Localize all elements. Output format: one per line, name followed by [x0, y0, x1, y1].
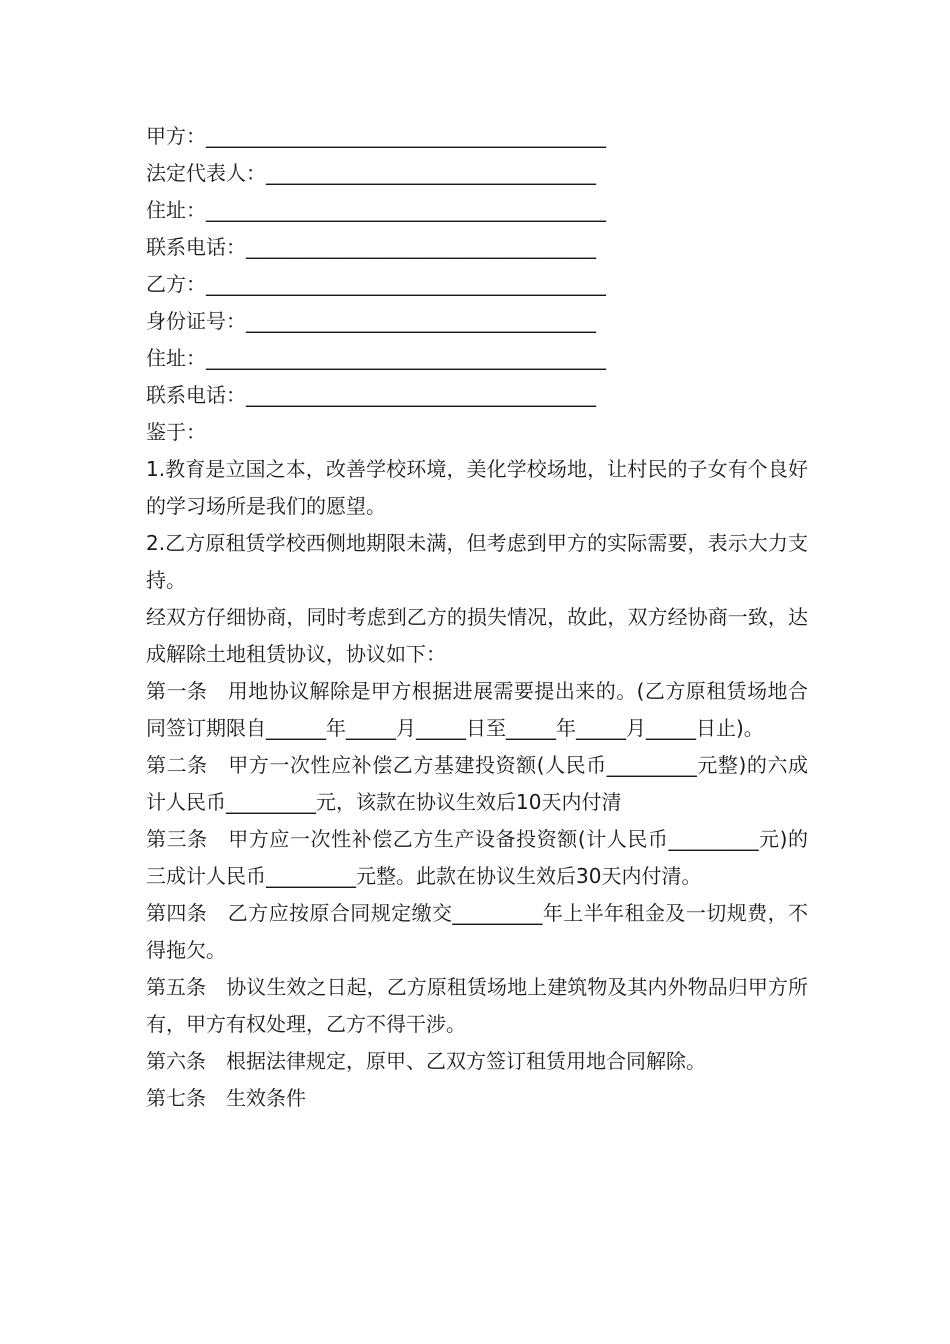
article-4: 第四条 乙方应按原合同规定缴交_________年上半年租金及一切规费，不得拖欠。	[146, 901, 808, 962]
party-b-phone-line	[146, 377, 808, 414]
whereas-title: 鉴于：	[146, 420, 206, 444]
article-5: 第五条 协议生效之日起，乙方原租赁场地上建筑物及其内外物品归甲方所有，甲方有权处理，乙方不得干涉。	[146, 975, 808, 1036]
party-a-address-line	[146, 192, 808, 229]
article-7: 第七条 生效条件	[146, 1086, 306, 1110]
article-3: 第三条 甲方应一次性补偿乙方生产设备投资额(计人民币_________元)的三成计人民币_________元整。此款在协议生效后30天内付清。	[146, 827, 808, 888]
party-a-address-label: 住址：	[146, 198, 206, 222]
party-a-label: 甲方：	[146, 124, 206, 148]
article-1: 第一条 用地协议解除是甲方根据进展需要提出来的。(乙方原租赁场地合同签订期限自______年_____月_____日至_____年_____月_____日止)。	[146, 679, 808, 740]
party-b-label: 乙方：	[146, 272, 206, 296]
article-6: 第六条 根据法律规定，原甲、乙双方签订租赁用地合同解除。	[146, 1049, 706, 1073]
legal-representative-blank: _________________________________	[266, 161, 596, 185]
id-number-blank: ___________________________________	[246, 309, 596, 333]
article-2: 第二条 甲方一次性应补偿乙方基建投资额(人民币_________元整)的六成计人民币_________元，该款在协议生效后10天内付清	[146, 753, 808, 814]
legal-representative-label: 法定代表人：	[146, 161, 266, 185]
party-b-line	[146, 266, 808, 303]
legal-representative-line	[146, 155, 808, 192]
party-b-address-label: 住址：	[146, 346, 206, 370]
whereas-item-2: 2.乙方原租赁学校西侧地期限未满，但考虑到甲方的实际需要，表示大力支持。	[146, 531, 808, 592]
party-a-blank: ________________________________________	[206, 124, 606, 148]
party-a-address-blank: ________________________________________	[206, 198, 606, 222]
party-a-line	[146, 118, 808, 155]
id-number-line	[146, 303, 808, 340]
party-b-address-line	[146, 340, 808, 377]
agreement-body	[146, 118, 808, 1117]
party-a-phone-label: 联系电话：	[146, 235, 246, 259]
id-number-label: 身份证号：	[146, 309, 246, 333]
negotiation-paragraph: 经双方仔细协商，同时考虑到乙方的损失情况，故此，双方经协商一致，达成解除土地租赁协议，协议如下：	[146, 605, 808, 666]
party-a-phone-blank: ___________________________________	[246, 235, 596, 259]
party-a-phone-line	[146, 229, 808, 266]
whereas-item-1: 1.教育是立国之本，改善学校环境，美化学校场地，让村民的子女有个良好的学习场所是我们的愿望。	[146, 457, 808, 518]
party-b-blank: ________________________________________	[206, 272, 606, 296]
party-b-phone-label: 联系电话：	[146, 383, 246, 407]
party-b-phone-blank: ___________________________________	[246, 383, 596, 407]
party-b-address-blank: ________________________________________	[206, 346, 606, 370]
